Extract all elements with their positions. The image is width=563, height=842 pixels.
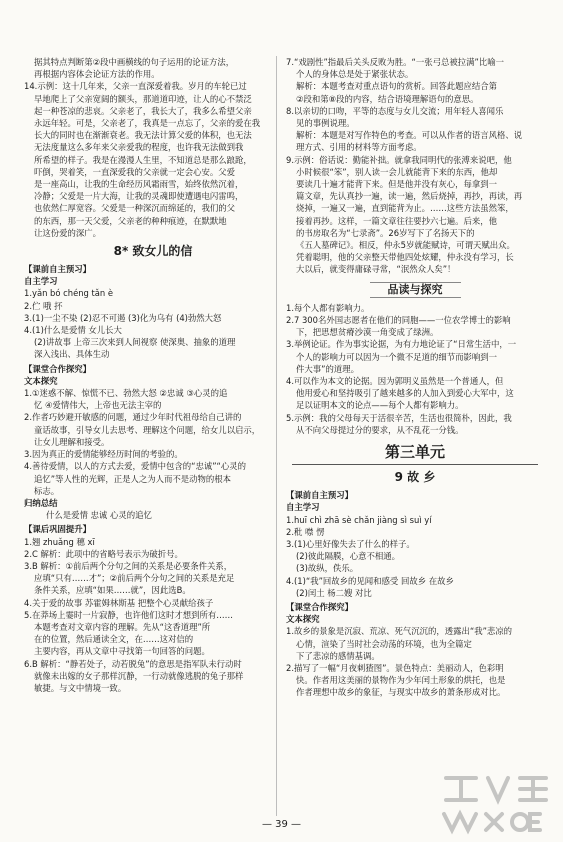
text-line: ②段和第⑧段的内容，结合语境理解语句的意思。 [296,93,479,104]
text-line: 见的事例说理。 [296,118,355,129]
text-line: 7.“戏剧性”指最后关头反败为胜。“一张弓总被拉满”比喻一 [286,57,504,67]
text-line: 2.C 解析：此项中的省略号表示为破折号。 [24,548,183,559]
text-line: 4.关于爱的故事 苏霍姆林斯基 把整个心灵献给孩子 [24,597,214,608]
text-line: 烧掉，一遍又一遍，直到能背为止。……这些方法虽然笨， [296,203,514,214]
text-line: 的书房取名为“七录斋”。26岁写下了名扬天下的 [296,227,475,238]
section-heading: 【课前自主预习】 [24,264,91,275]
text-line: 个人的身体总是处于紧张状态。 [296,69,414,80]
subsection-heading: 文本探究 [24,375,58,386]
text-line: 据其特点判断第②段中画横线的句子运用的论证方法， [34,57,235,67]
text-line: 接着再抄。这样，一篇文章往往要抄六七遍。后来，他 [296,215,497,226]
text-line: 要读几十遍才能背下来。但是他并没有灰心，每拿到一 [296,179,497,190]
text-line: 2.伫 哦 抔 [24,300,63,311]
subsection-heading: 自主学习 [24,276,58,287]
text-line: 敏捷。与文中情境一致。 [34,682,127,693]
text-line: 解析：本题是对写作特色的考查。可以从作者的语言风格、说 [296,130,523,141]
text-line: 让这份爱的深广。 [34,227,101,238]
text-line: 本题考查对文章内容的理解。先从“这香道理”所 [34,621,211,632]
text-line: 主要内容，再从文章中寻找第一句回答的问题。 [34,646,210,657]
lesson-title: 8* 致女儿的信 [113,244,193,259]
text-line: 件大事”的道理。 [296,363,359,374]
text-line: 追忆”等人性的光辉，正是人之为人而不是动物的根本 [34,473,231,484]
text-line: 深入浅出、具体生动 [34,349,110,360]
text-line: 无法度量这么多年来父亲爱我的程度，也许我无法做到我 [34,142,244,153]
text-line: 吓倒，哭着笑，一直深爱我的父亲就一定会心安。父爱 [34,166,235,177]
text-line: 篇文章，先认真抄一遍，读一遍，然后烧掉，再抄，再读，再 [296,191,523,202]
text-line: 凭着聪明，他的父亲整天带他四处炫耀，仲永没有学习，长 [296,252,514,263]
text-line: 条件关系，应填“如果……就”，因此选B。 [34,585,191,596]
text-line: 也依然仁厚宽容。父爱是一种深沉而绵延的，我们的父 [34,203,235,214]
text-line: 个人的影响力可以因为一个微不足道的细节而影响到一 [296,351,497,362]
text-line: 起一种苍凉的悲哀。父亲老了，我长大了，我多么希望父亲 [34,105,252,116]
text-line: 大以后，就变得庸碌寻常，“泯然众人矣”！ [296,264,456,275]
text-line: 的东西，那一天父爱，父亲老的种种痕迹，在默默地 [34,215,227,226]
text-line: 4.(1)什么是爱情 女儿长大 [24,325,122,336]
text-line: 2.秕 噤 愣 [286,526,325,537]
text-line: 作者理想中故乡的象征，与现实中故乡的萧条形成对比。 [296,687,506,698]
text-line: 冷静；父爱是一片大海，让我的灵魂即使遭遇电闪雷鸣， [34,191,244,202]
text-line: 再根据内容体会论证方法的作用。 [34,69,160,80]
text-line: 5.在莽场上霎时一片寂静，也许他们这时才想到所有…… [24,609,233,620]
text-line: 2.作者巧妙避开敏感的问题，通过少年时代祖母给自己讲的 [24,412,242,423]
text-line: 让女儿理解和接受。 [34,436,110,447]
lesson-title: 9 故 乡 [394,470,436,485]
text-line: 4.可以作为本文的论据。因为郭明义虽然是一个普通人，但 [286,376,504,387]
text-line: 《五人墓碑记》。相反，仲永5岁就能赋诗，可谓天赋出众。 [296,240,515,251]
text-line: 5.示例：我的父母每天于活很辛苦，生活也很简朴，因此，我 [286,412,512,423]
text-line: 早地爬上了父亲宽阔的额头，那道道印迹，让人的心不禁泛 [34,93,252,104]
text-line: 3.因为真正的爱情能够经历时间的考验的。 [24,449,183,460]
text-line: 3.(1)心里好像失去了什么的样子。 [286,538,415,549]
watermark-logo [436,770,556,836]
text-line: 童话故事，引导女儿去思考、理解这个问题，给女儿以启示， [34,424,261,435]
text-line: 应填“只有……才”；②前后两个分句之间的关系是充足 [34,573,235,584]
section-heading: 【课后巩固提升】 [24,524,91,535]
text-line: 小时候很“笨”，别人读一会儿就能背下来的东西，他却 [296,166,498,177]
section-heading: 【课堂合作探究】 [24,363,91,374]
text-line: 1.每个人都有影响力。 [286,302,370,313]
text-line: 从不向父母提过分的要求，从不乱花一分钱。 [296,424,464,435]
text-line: 就像未出嫁的女子那样沉静，一行动就像逃脱的兔子那样 [34,670,244,681]
text-line: (2)闰土 杨二嫂 对比 [296,587,372,598]
section-heading: 【课堂合作探究】 [286,601,353,612]
text-line: 标志。 [34,485,60,496]
text-line: 所希望的样子。我是在漫漫人生里，不知道总是那么踉跄， [34,154,252,165]
text-line: 足以证明本文的论点——每个人都有影响力。 [296,400,464,411]
text-line: 永远年轻。可是，父亲老了，我真是一点忘了，父亲的爱在我 [34,118,261,129]
text-line: 1.huī chì zhā sè chǎn jiàng sì suì yí [286,514,432,525]
text-line: 在的位置，然后通读全文，在……这对信的 [34,634,194,645]
right-column [286,56,544,699]
text-line: 2.描写了一幅“月夜刺猹图”。景色特点：美丽动人，色彩明 [286,662,504,673]
text-line: (2)彼此隔膜，心意不相通。 [296,551,400,562]
text-line: 长大的同时也在渐渐衰老。我无法计算父爱的体积，也无法 [34,130,252,141]
subsection-heading: 自主学习 [286,502,320,513]
text-line: 4.善待爱情，以人的方式去爱，爱情中包含的“忠诚”“心灵的 [24,461,247,472]
unit-title: 第三单元 [384,443,445,462]
subsection-heading: 归纳总结 [24,497,58,508]
text-line: 是一座高山，让我的生命经历风霜雨雪，始终依然沉着， [34,179,244,190]
text-line: 3.(1)一尘不染 (2)忍不可遏 (3)化为乌有 (4)勃然大怒 [24,312,222,323]
text-line: 8.以亲切的口吻，平等的态度与女儿交流；用年轻人喜闻乐 [286,105,504,116]
text-line: 2.7 300名外国志愿者在他们的同胞——一位农学博士的影响 [286,315,511,326]
text-line: 14.示例：这十几年来，父亲一直深爱着我。岁月的车轮已过 [24,81,247,92]
text-line: 3.举例论证。作为事实论据，为有力地论证了“日常生活中，一 [286,339,517,350]
text-line: 理方式、引用的材料等方面考虑。 [296,142,422,153]
text-line: 心情，渲染了当时社会动荡的环境，也为全篇定 [296,638,472,649]
page-number: — 39 — [261,819,302,830]
subsection-heading: 文本探究 [286,614,320,625]
text-line: 6.B 解析：“静若处子，动若脱兔”的意思是指军队未行动时 [24,658,242,669]
section-heading: 【课前自主预习】 [286,490,353,501]
left-column [24,56,282,694]
text-line: 他用爱心和坚持吸引了越来越多的人加入到爱心大军中，这 [296,388,514,399]
column-divider [276,56,277,816]
text-line: 9.示例：俗话说：勤能补拙。就拿我同明代的张溥来说吧，他 [286,154,512,165]
section-banner-label: 品读与探究 [370,282,461,298]
text-line: 1.yǎn bó chéng tǎn è [24,288,114,299]
text-line: 下，把思想贫瘠沙漠一角变成了绿洲。 [296,327,439,338]
text-line: (2)讲故事 上帝三次来到人间视察 使深奥、抽象的道理 [34,337,236,348]
unit-rule [292,464,538,465]
text-line: 1.故乡的景象是沉寂、荒凉、死气沉沉的，透露出“我”悲凉的 [286,626,513,637]
text-line: 3.B 解析：①前后两个分句之间的关系是必要条件关系， [24,560,233,571]
text-line: 忆 ④爱情伟大，上帝也无法主宰的 [34,400,162,411]
section-banner [286,282,544,298]
text-line: 1.①迷惑不解、惊慌不已、勃然大怒 ②忠诚 ③心灵的追 [24,388,228,399]
text-line: 快。作者用这美丽的景物作为少年闰土形象的烘托，也是 [296,675,506,686]
text-line: 1.翘 zhuǎng 穗 xī [24,536,95,547]
text-line: 什么是爱情 忠诚 心灵的追忆 [46,510,152,521]
text-line: 解析：本题考查对重点语句的赏析。回答此题应结合第 [296,81,497,92]
text-line: (3)故纵，佚乐。 [296,563,359,574]
text-line: 下了悲凉的感情基调。 [296,650,380,661]
text-line: 4.(1)“我”回故乡的见闻和感受 回故乡 在故乡 [286,575,454,586]
